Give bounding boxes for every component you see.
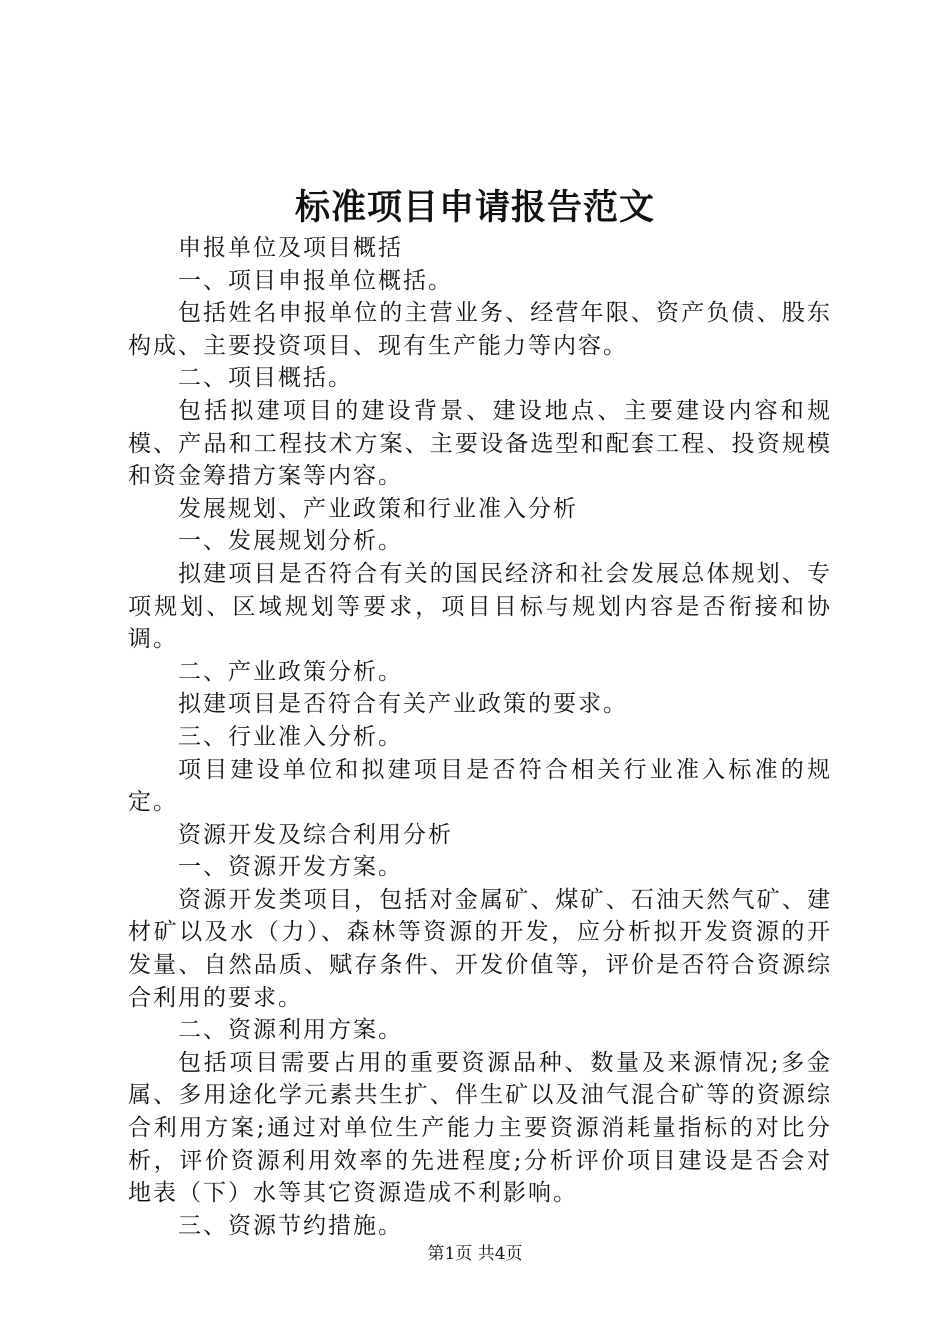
paragraph: 一、发展规划分析。 xyxy=(178,528,403,555)
paragraph: 拟建项目是否符合有关的国民经济和社会发展总体规划、专项规划、区域规划等要求，项目目标与规划内容是否衔接和协调。 xyxy=(128,560,832,653)
document-title: 标准项目申请报告范文 xyxy=(294,187,655,228)
paragraph: 二、产业政策分析。 xyxy=(178,658,403,685)
paragraph: 资源开发及综合利用分析 xyxy=(178,821,453,848)
paragraph: 拟建项目是否符合有关产业政策的要求。 xyxy=(178,691,628,718)
paragraph: 包括项目需要占用的重要资源品种、数量及来源情况;多金属、多用途化学元素共生扩、伴生矿以及油气混合矿等的资源综合利用方案;通过对单位生产能力主要资源消耗量指标的对比分析，评价资源利用效率的先进程度;分析评价项目建设是否会对地表（下）水等其它资源造成不利影响。 xyxy=(128,1049,832,1207)
paragraph: 二、资源利用方案。 xyxy=(178,1017,403,1044)
document-body xyxy=(128,232,832,1242)
paragraph: 一、资源开发方案。 xyxy=(178,854,403,881)
paragraph: 三、行业准入分析。 xyxy=(178,723,403,750)
paragraph: 包括拟建项目的建设背景、建设地点、主要建设内容和规模、产品和工程技术方案、主要设备选型和配套工程、投资规模和资金筹措方案等内容。 xyxy=(128,397,832,490)
paragraph: 发展规划、产业政策和行业准入分析 xyxy=(178,495,578,522)
paragraph: 三、资源节约措施。 xyxy=(178,1212,403,1239)
paragraph: 申报单位及项目概括 xyxy=(178,235,403,261)
page-footer: 第1页 共4页 xyxy=(427,1244,523,1264)
paragraph: 一、项目申报单位概括。 xyxy=(178,267,453,294)
paragraph: 项目建设单位和拟建项目是否符合相关行业准入标准的规定。 xyxy=(128,756,832,816)
paragraph: 资源开发类项目，包括对金属矿、煤矿、石油天然气矿、建材矿以及水（力）、森林等资源的开发，应分析拟开发资源的开发量、自然品质、赋存条件、开发价值等，评价是否符合资源综合利用的要求。 xyxy=(128,886,832,1011)
paragraph: 包括姓名申报单位的主营业务、经营年限、资产负债、股东构成、主要投资项目、现有生产能力等内容。 xyxy=(128,300,832,359)
paragraph: 二、项目概括。 xyxy=(178,365,353,392)
